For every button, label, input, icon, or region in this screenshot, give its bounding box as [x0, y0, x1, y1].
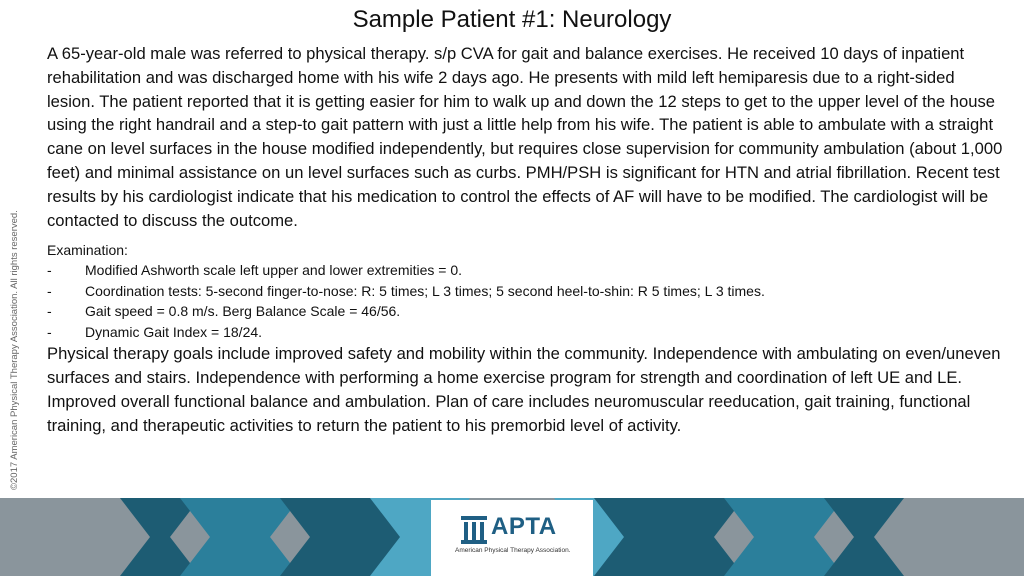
goals-paragraph: Physical therapy goals include improved safety and mobility within the community. Independence with ambulating on even/uneven surfaces and stairs. Independence with performing a home exercise program for strength and coordination of left UE and LE. Improved overall functional balance and ambulation. Plan of care includes neuromuscular reeducation, gait training, functional training, and therapeutic activities to return the patient to his premorbid level of activity.: [47, 344, 1001, 435]
apta-logo-text: APTA: [491, 513, 557, 540]
examination-item: - Coordination tests: 5-second finger-to-nose: R: 5 times; L 3 times; 5 second heel-to-shin: R 5 times; L 3 times.: [47, 281, 1007, 302]
slide-content: [47, 42, 1007, 438]
examination-item: - Gait speed = 0.8 m/s. Berg Balance Scale = 46/56.: [47, 301, 1007, 322]
examination-heading: Examination:: [47, 242, 128, 259]
copyright-notice: ©2017 American Physical Therapy Association. All rights reserved.: [9, 210, 20, 490]
apta-logo: [431, 500, 593, 576]
patient-history-paragraph: A 65-year-old male was referred to physical therapy. s/p CVA for gait and balance exercises. He received 10 days of inpatient rehabilitation and was discharged home with his wife 2 days ago. He presents with mild left hemiparesis due to a right-sided lesion. The patient reported that it is getting easier for him to walk up and down the 12 steps to get to the upper level of the house using the right handrail and a step-to gait pattern with just a little help from his wife. The patient is able to ambulate with a straight cane on level surfaces in the house modified independently, but requires close supervision for community ambulation (about 1,000 feet) and minimal assistance on un level surfaces such as curbs. PMH/PSH is significant for HTN and atrial fibrillation. Recent test results by his cardiologist indicate that his medication to control the effects of AF will have to be modified. The cardiologist will be contacted to discuss the outcome.: [47, 44, 1003, 230]
bullet-dash: -: [47, 282, 52, 299]
apta-logo-subtitle: American Physical Therapy Association.: [455, 547, 571, 554]
examination-list: [47, 260, 1007, 342]
bullet-dash: -: [47, 303, 52, 320]
bullet-dash: -: [47, 323, 52, 340]
bullet-dash: -: [47, 262, 52, 279]
apta-column-icon: [461, 516, 487, 544]
slide-title: Sample Patient #1: Neurology: [352, 6, 672, 33]
examination-item: - Dynamic Gait Index = 18/24.: [47, 322, 1007, 343]
examination-item: - Modified Ashworth scale left upper and lower extremities = 0.: [47, 260, 1007, 281]
